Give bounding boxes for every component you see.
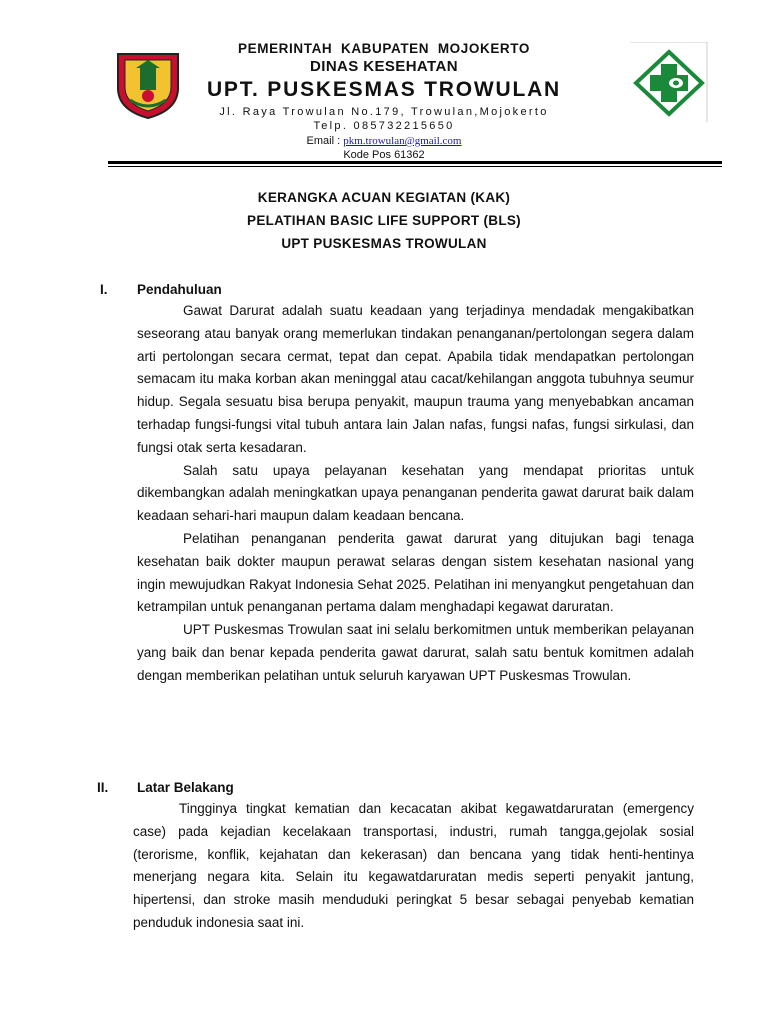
doc-title-line1: KERANGKA ACUAN KEGIATAN (KAK)	[257, 190, 511, 205]
paragraph: Gawat Darurat adalah suatu keadaan yang terjadinya mendadak mengakibatkan seseorang atau banyak orang memerlukan tindakan penanganan/pertolongan segera dalam arti pertolongan secara cermat, tepat dan cepat. Apabila tidak mendapatkan pertolongan semacam itu maka korban akan meninggal atau cacat/kehilangan anggota tubuhnya seumur hidup. Segala sesuatu bisa berupa penyakit, maupun trauma yang menyebabkan ancaman terhadap fungsi-fungsi vital tubuh antara lain Jalan nafas, fungsi nafas, fungsi sirkulasi, dan fungsi otak serta kesadaran.	[137, 303, 694, 455]
email-label: Email :	[306, 135, 344, 147]
doc-title-line2: PELATIHAN BASIC LIFE SUPPORT (BLS)	[247, 213, 521, 228]
section-number: I.	[100, 282, 108, 297]
address: Jl. Raya Trowulan No.179, Trowulan,Mojokerto	[219, 106, 549, 118]
letterhead-rule	[108, 161, 722, 164]
section-heading: Pendahuluan	[137, 282, 222, 297]
section-body	[137, 300, 694, 688]
section-heading: Latar Belakang	[137, 780, 234, 795]
department-name: DINAS KESEHATAN	[310, 58, 458, 75]
postal-code: Kode Pos 61362	[343, 149, 425, 161]
paragraph: Salah satu upaya pelayanan kesehatan yang mendapat prioritas untuk dikembangkan adalah meningkatkan upaya penanganan penderita gawat darurat baik dalam keadaan sehari-hari maupun dalam keadaan bencana.	[137, 462, 694, 524]
doc-title-line3: UPT PUSKESMAS TROWULAN	[281, 236, 487, 251]
paragraph: UPT Puskesmas Trowulan saat ini selalu berkomitmen untuk memberikan pelayanan yang baik dan benar kepada penderita gawat darurat, salah satu bentuk komitmen adalah dengan memberikan pelatihan untuk seluruh karyawan UPT Puskesmas Trowulan.	[137, 622, 694, 683]
paragraph: Pelatihan penanganan penderita gawat darurat yang ditujukan bagi tenaga kesehatan baik dokter maupun perawat selaras dengan sistem kesehatan nasional yang ingin mewujudkan Rakyat Indonesia Sehat 2025. Pelatihan ini menyangkut pengetahuan dan ketrampilan untuk penanganan pertama dalam menghadapi kegawat daruratan.	[137, 530, 694, 615]
email-line	[0, 135, 768, 147]
section-body	[133, 798, 694, 935]
section-number: II.	[97, 780, 109, 795]
institution-name: UPT. PUSKESMAS TROWULAN	[206, 78, 562, 101]
email-link[interactable]: pkm.trowulan@gmail.com	[343, 135, 462, 147]
government-name: PEMERINTAH KABUPATEN MOJOKERTO	[238, 41, 530, 56]
letterhead-rule-thin	[108, 166, 722, 167]
paragraph: Tingginya tingkat kematian dan kecacatan akibat kegawatdaruratan (emergency case) pada kejadian kecelakaan transportasi, industri, rumah tangga,gejolak sosial (terorisme, konflik, kejahatan dan kekerasan) dan bencana yang tidak henti-hentinya menerjang negara kita. Selain itu kegawatdaruratan medis seperti penyakit jantung, hipertensi, dan stroke masih menduduki peringkat 5 besar sebagai penyebab kematian penduduk indonesia saat ini.	[133, 801, 694, 930]
phone: Telp. 085732215650	[313, 120, 455, 132]
